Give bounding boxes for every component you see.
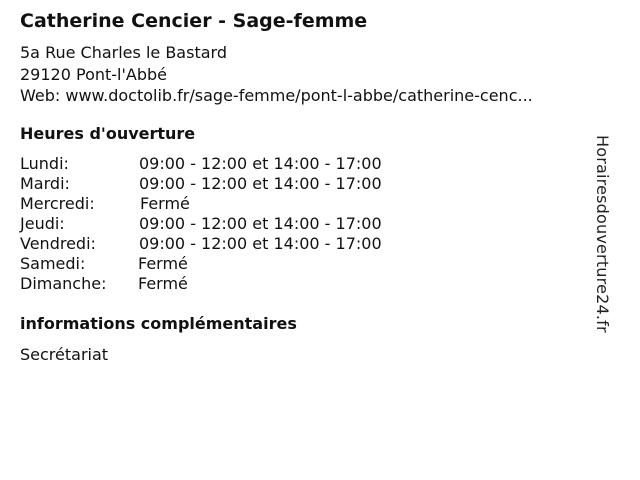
- info-heading: informations complémentaires: [20, 314, 297, 333]
- day-hours: Fermé: [138, 254, 188, 273]
- day-hours: Fermé: [138, 274, 188, 293]
- day-label: Vendredi:: [20, 234, 96, 253]
- day-label: Samedi:: [20, 254, 86, 273]
- day-hours: 09:00 - 12:00 et 14:00 - 17:00: [139, 174, 382, 193]
- address-street: 5a Rue Charles le Bastard: [20, 43, 227, 62]
- day-hours: 09:00 - 12:00 et 14:00 - 17:00: [139, 214, 382, 233]
- day-label: Jeudi:: [20, 214, 65, 233]
- address-city: 29120 Pont-l'Abbé: [20, 65, 167, 84]
- day-hours: 09:00 - 12:00 et 14:00 - 17:00: [139, 154, 382, 173]
- day-hours: Fermé: [140, 194, 190, 213]
- business-name: Catherine Cencier - Sage-femme: [20, 10, 368, 32]
- day-hours: 09:00 - 12:00 et 14:00 - 17:00: [139, 234, 382, 253]
- day-label: Lundi:: [20, 154, 69, 173]
- info-item-secretariat: Secrétariat: [20, 345, 109, 364]
- hours-heading: Heures d'ouverture: [20, 124, 196, 143]
- website-link[interactable]: Web: www.doctolib.fr/sage-femme/pont-l-abbe/catherine-cenc...: [20, 86, 533, 105]
- day-label: Mercredi:: [20, 194, 95, 213]
- day-label: Mardi:: [20, 174, 70, 193]
- watermark-text: Horairesdouverture24.fr: [593, 135, 612, 333]
- day-label: Dimanche:: [20, 274, 107, 293]
